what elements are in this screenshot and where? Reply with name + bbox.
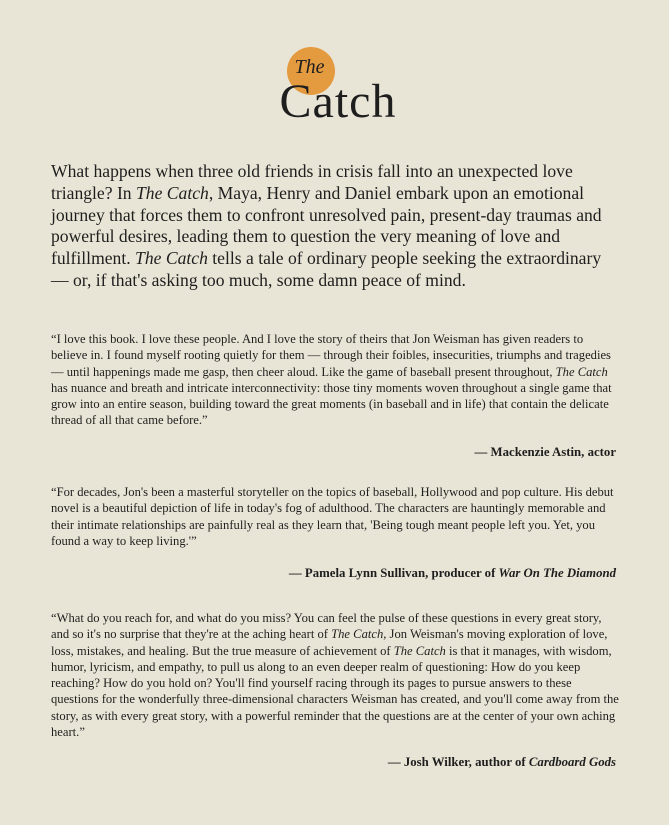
attribution-astin: — Mackenzie Astin, actor (474, 445, 616, 459)
attribution-wilker (388, 755, 616, 770)
attribution-sullivan (289, 566, 616, 581)
attribution-work-title: War On The Diamond (498, 566, 616, 580)
quote-text: is that it manages, with wisdom, humor, lyricism, and empathy, to pull us along to an even deeper realm of questioning: How do you keep reaching? How do you hold on? You'll find yourself racing through its pages to pursue answers to these questions for the wonderfully three-dimensional characters Weisman has created, and you'll come away from the story, as with every great story, with a powerful reminder that the questions are at the center of your own aching heart.” (51, 643, 619, 740)
attribution-text: — Pamela Lynn Sullivan, producer of (288, 566, 499, 580)
quote-book-title: The Catch (331, 627, 384, 642)
intro-text-1: What happens when three old friends in crisis fall into an unexpected love triangle? In (51, 161, 573, 203)
quote-text: , Jon Weisman's moving exploration of love, loss, mistakes, and healing. But the true measure of achievement of (51, 627, 608, 658)
quote-text: “For decades, Jon's been a masterful storyteller on the topics of baseball, Hollywood and pop culture. His debut novel is a beautiful depiction of life in today's fog of adulthood. The characters are hauntingly memorable and their intimate relationships are painfully real as they learn that, 'Being tough meant people left you. Yet, you found a way to keep living.'” (51, 485, 614, 548)
logo-the-word: The (294, 56, 325, 78)
quote-book-title: The Catch (555, 364, 608, 379)
attribution-work-title: Cardboard Gods (528, 755, 616, 769)
quote-astin (51, 331, 621, 429)
logo-title: Catch (279, 75, 397, 128)
book-logo (0, 44, 669, 134)
intro-text-2: , Maya, Henry and Daniel embark upon an emotional journey that forces them to confront unresolved pain, present-day traumas and powerful desires, leading them to question the very meaning of love and fulfillment. (51, 182, 602, 269)
quote-sullivan (51, 484, 621, 549)
quote-wilker (51, 610, 621, 740)
intro-paragraph (51, 161, 621, 292)
quote-text: “What do you reach for, and what do you miss? You can feel the pulse of these questions in every great story, and so it's no surprise that they're at the aching heart of (51, 611, 602, 642)
intro-text-3: tells a tale of ordinary people seeking the extraordinary — or, if that's asking too much, some damn peace of mind. (51, 248, 602, 290)
intro-title-1: The Catch (136, 182, 209, 203)
quote-text: “I love this book. I love these people. And I love the story of theirs that Jon Weisman has given readers to believe in. I found myself rooting quietly for them — through their foibles, insecurities, triumphs and tragedies — until happenings made me gasp, then cheer aloud. Like the game of baseball present throughout, (51, 332, 611, 379)
quote-book-title: The Catch (393, 643, 446, 658)
quote-text: has nuance and breath and intricate interconnectivity: those tiny moments woven throughout a single game that grow into an entire season, building toward the great moments (in baseball and in life) that contain the delicate thread of all that came before.” (51, 380, 612, 428)
intro-title-2: The Catch (135, 248, 208, 269)
attribution-text: — Josh Wilker, author of (387, 755, 529, 769)
